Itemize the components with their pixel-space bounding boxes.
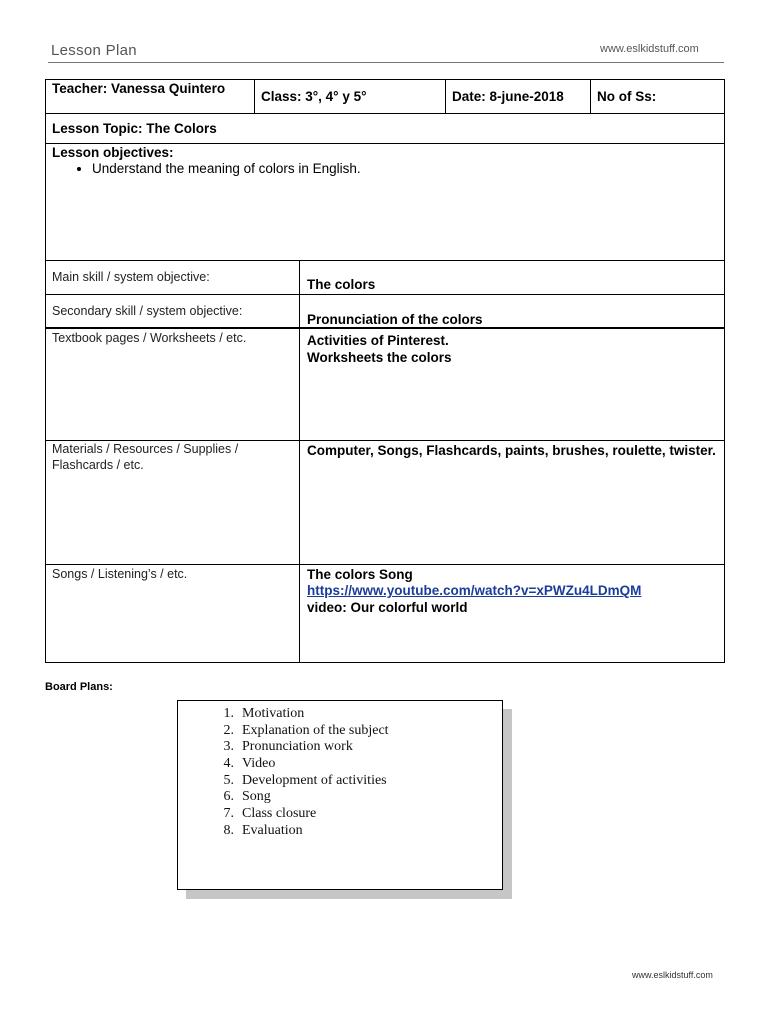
board-plans-list <box>188 706 389 840</box>
main-skill-value: The colors <box>307 277 376 292</box>
teacher-cell <box>45 79 255 114</box>
date-cell <box>445 79 591 114</box>
textbook-value-line-2: Worksheets the colors <box>307 350 452 365</box>
topic-text: Lesson Topic: The Colors <box>52 121 217 136</box>
objective-item: • Understand the meaning of colors in English. <box>92 161 361 176</box>
main-skill-label-cell <box>45 260 300 295</box>
materials-value-cell <box>299 440 725 565</box>
objectives-cell <box>45 143 725 261</box>
materials-value: Computer, Songs, Flashcards, paints, brushes, roulette, twister. <box>307 443 716 458</box>
list-item: 8. Evaluation <box>223 822 303 838</box>
page-title: Lesson Plan <box>51 42 137 59</box>
list-item: 4. Video <box>223 756 276 772</box>
list-item: 3. Pronunciation work <box>223 739 353 755</box>
list-item: 7. Class closure <box>223 806 317 822</box>
topic-cell <box>45 113 725 144</box>
date-text: Date: 8-june-2018 <box>452 89 564 104</box>
songs-value-line-1: The colors Song <box>307 567 413 582</box>
secondary-skill-label: Secondary skill / system objective: <box>52 304 243 318</box>
songs-value-line-3: video: Our colorful world <box>307 600 468 615</box>
materials-label-cell <box>45 440 300 565</box>
header-url[interactable]: www.eslkidstuff.com <box>600 43 699 55</box>
secondary-skill-value: Pronunciation of the colors <box>307 312 483 327</box>
class-cell <box>254 79 446 114</box>
board-plans-label: Board Plans: <box>45 681 113 693</box>
header-divider <box>48 62 724 63</box>
songs-value-cell <box>299 564 725 663</box>
main-skill-label: Main skill / system objective: <box>52 270 210 284</box>
textbook-value-cell <box>299 328 725 441</box>
main-skill-value-cell <box>299 260 725 295</box>
textbook-value-line-1: Activities of Pinterest. <box>307 333 449 348</box>
list-item: 6. Song <box>223 789 271 805</box>
list-item: 2. Explanation of the subject <box>223 722 389 738</box>
board-plans-box <box>177 700 503 890</box>
students-text: No of Ss: <box>597 89 657 104</box>
class-text: Class: 3°, 4° y 5° <box>261 89 367 104</box>
list-item: 5. Development of activities <box>223 772 387 788</box>
students-cell <box>590 79 725 114</box>
secondary-skill-value-cell <box>299 294 725 329</box>
list-item: 1. Motivation <box>223 706 305 721</box>
objectives-list <box>46 161 361 176</box>
materials-label: Materials / Resources / Supplies / Flashcards / etc. <box>52 442 239 472</box>
secondary-skill-label-cell <box>45 294 300 329</box>
songs-label: Songs / Listening’s / etc. <box>52 567 188 581</box>
footer-url[interactable]: www.eslkidstuff.com <box>632 970 713 980</box>
objectives-label: Lesson objectives: <box>52 145 174 160</box>
textbook-label-cell <box>45 328 300 441</box>
textbook-label: Textbook pages / Worksheets / etc. <box>52 331 247 345</box>
teacher-text: Teacher: Vanessa Quintero <box>52 81 226 96</box>
youtube-link[interactable]: https://www.youtube.com/watch?v=xPWZu4LDmQM <box>307 583 642 598</box>
songs-label-cell <box>45 564 300 663</box>
